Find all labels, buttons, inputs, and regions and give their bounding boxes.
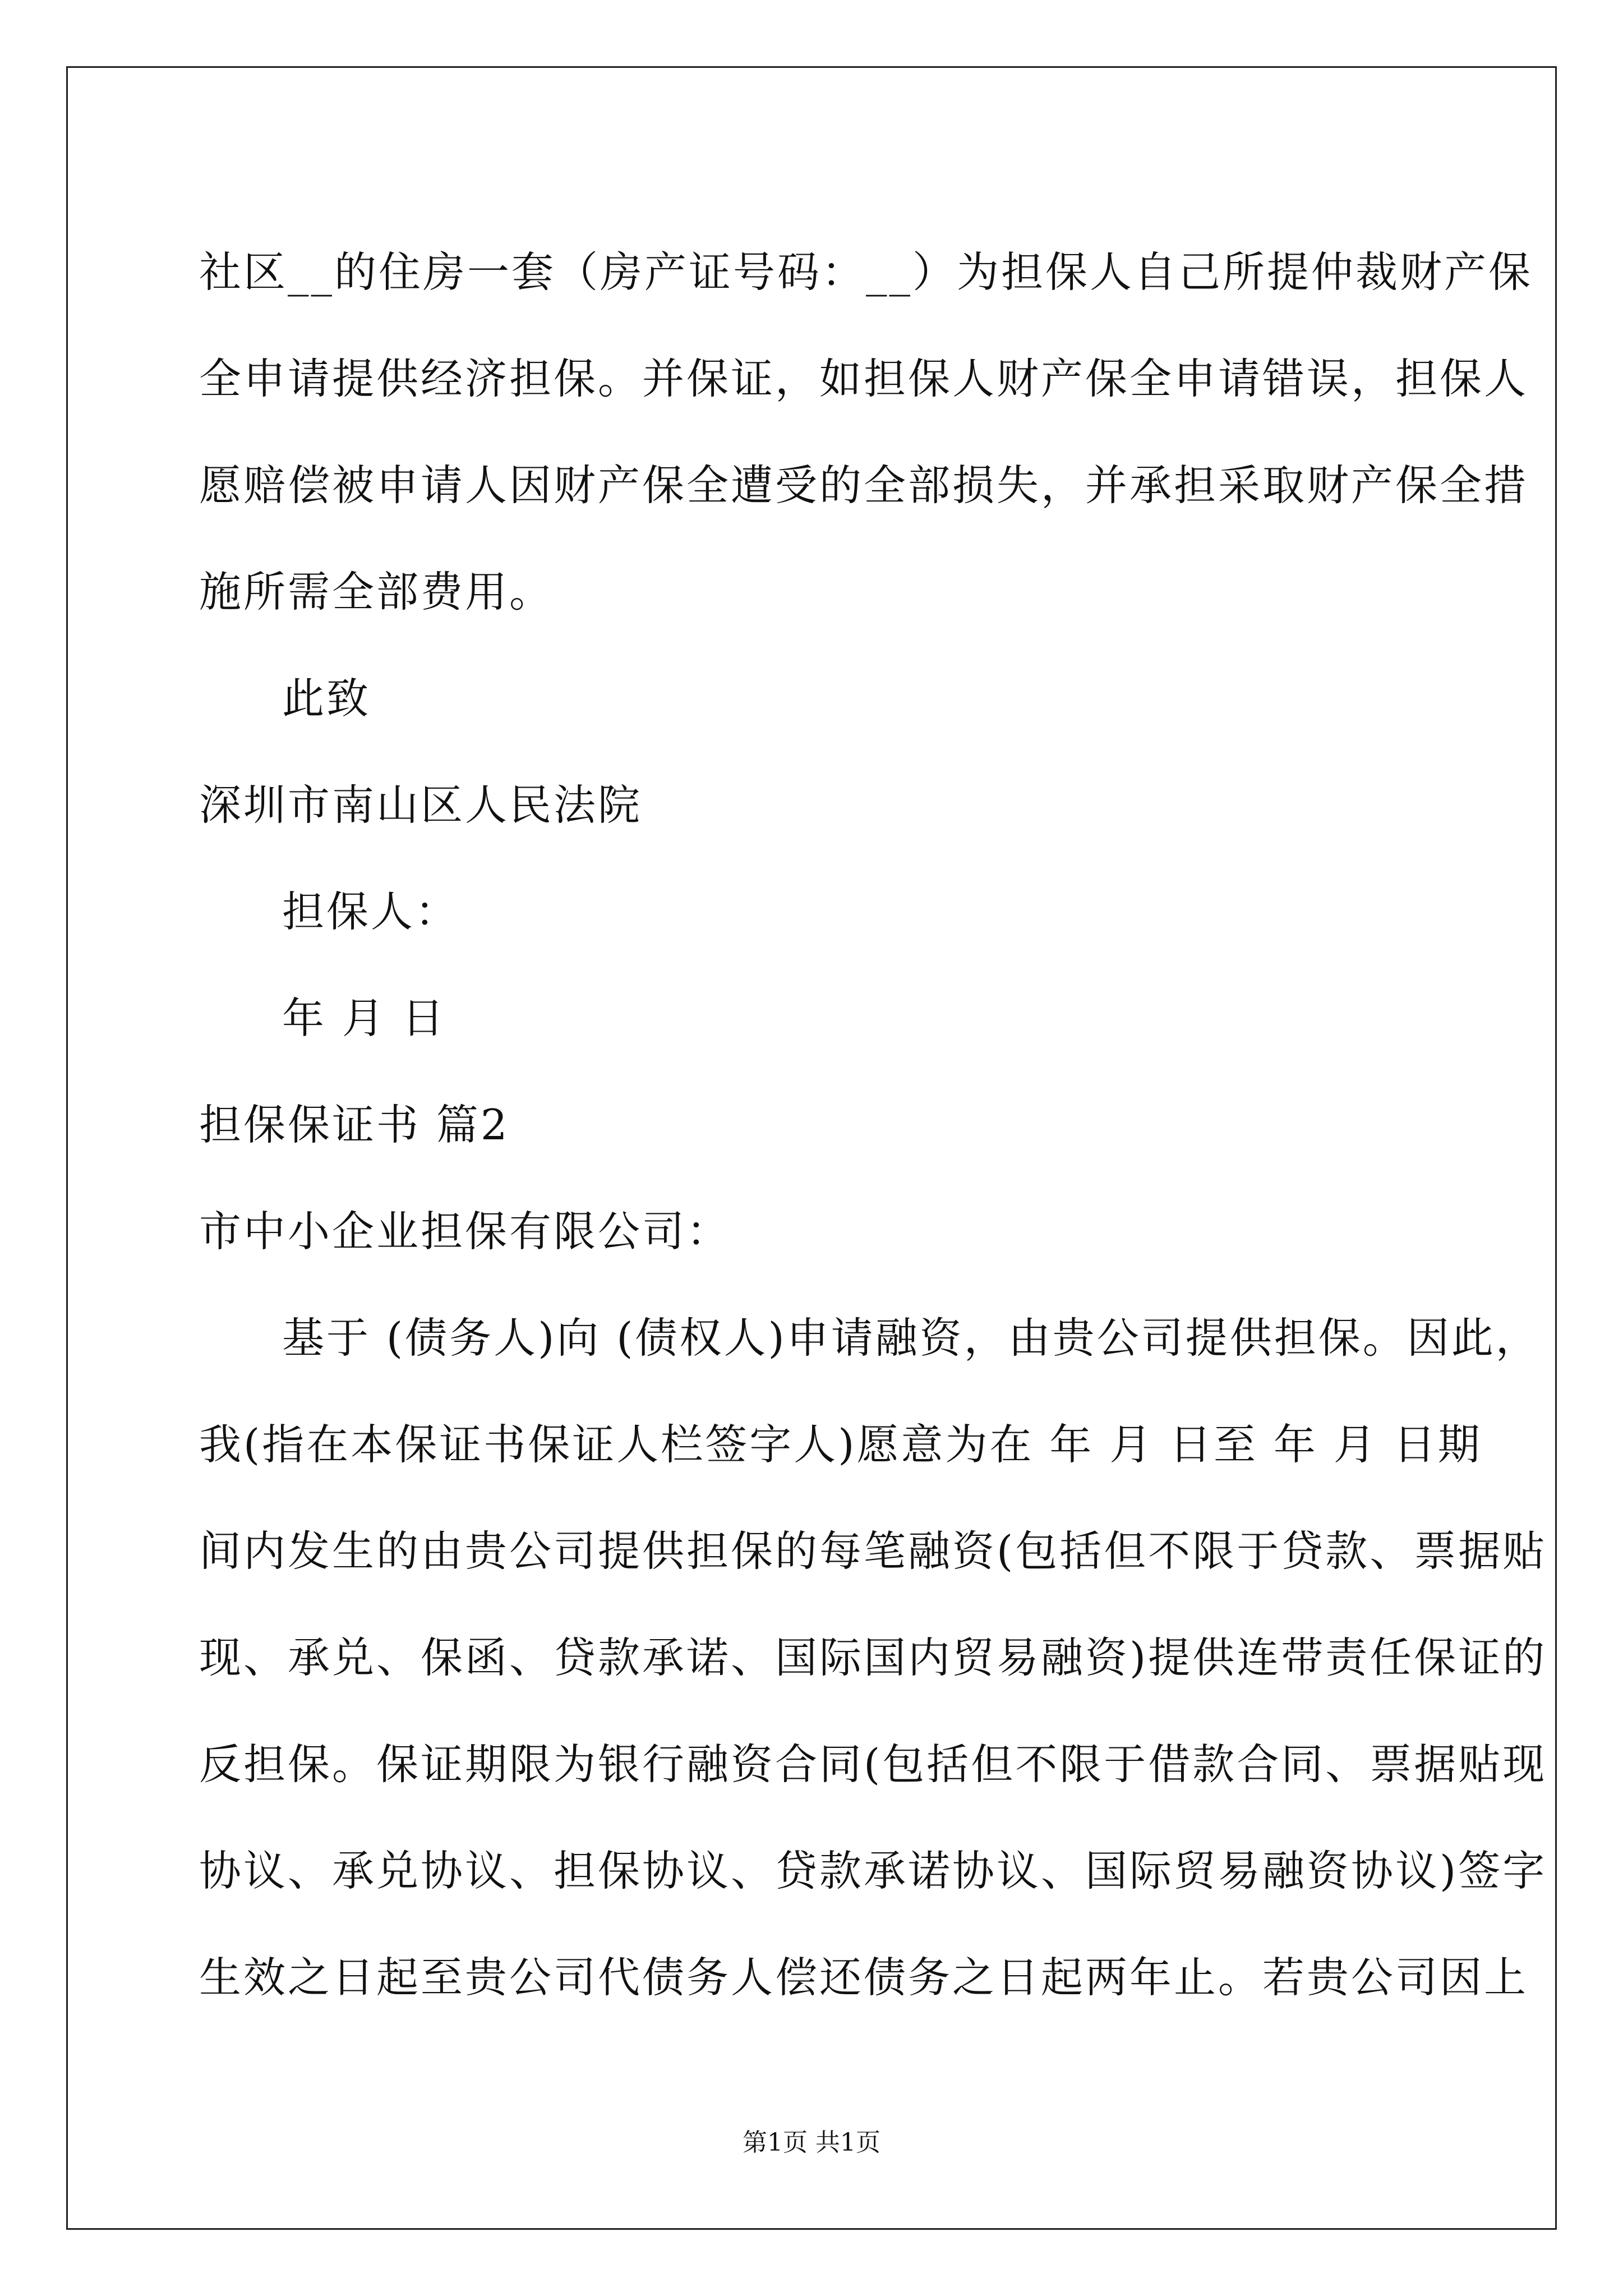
text-line: 愿赔偿被申请人因财产保全遭受的全部损失，并承担采取财产保全措 — [199, 461, 1529, 510]
text-line: 全申请提供经济担保。并保证，如担保人财产保全申请错误，担保人 — [199, 354, 1529, 403]
text-line: 基于 (债务人)向 (债权人)申请融资，由贵公司提供担保。因此， — [282, 1313, 1540, 1363]
text-line: 生效之日起至贵公司代债务人偿还债务之日起两年止。若贵公司因上 — [199, 1953, 1529, 2002]
text-line: 我(指在本保证书保证人栏签字人)愿意为在 年 月 日至 年 月 日期 — [199, 1420, 1482, 1469]
salutation: 此致 — [282, 674, 371, 723]
page-footer: 第1页 共1页 — [743, 2128, 880, 2157]
text-line: 间内发生的由贵公司提供担保的每笔融资(包括但不限于贷款、票据贴 — [199, 1526, 1547, 1576]
date-line: 年 月 日 — [282, 993, 446, 1043]
text-line: 协议、承兑协议、担保协议、贷款承诺协议、国际贸易融资协议)签字 — [199, 1846, 1547, 1895]
addressee: 市中小企业担保有限公司： — [199, 1207, 731, 1256]
section-heading: 担保保证书 篇2 — [199, 1100, 510, 1149]
text-line: 反担保。保证期限为银行融资合同(包括但不限于借款合同、票据贴现 — [199, 1740, 1547, 1789]
text-line: 社区__的住房一套（房产证号码：__）为担保人自己所提仲裁财产保 — [199, 247, 1533, 297]
recipient: 深圳市南山区人民法院 — [199, 780, 643, 830]
guarantor-label: 担保人： — [282, 887, 460, 936]
document-body — [199, 219, 1547, 2031]
text-line: 现、承兑、保函、贷款承诺、国际国内贸易融资)提供连带责任保证的 — [199, 1633, 1547, 1682]
text-line: 施所需全部费用。 — [199, 567, 554, 616]
